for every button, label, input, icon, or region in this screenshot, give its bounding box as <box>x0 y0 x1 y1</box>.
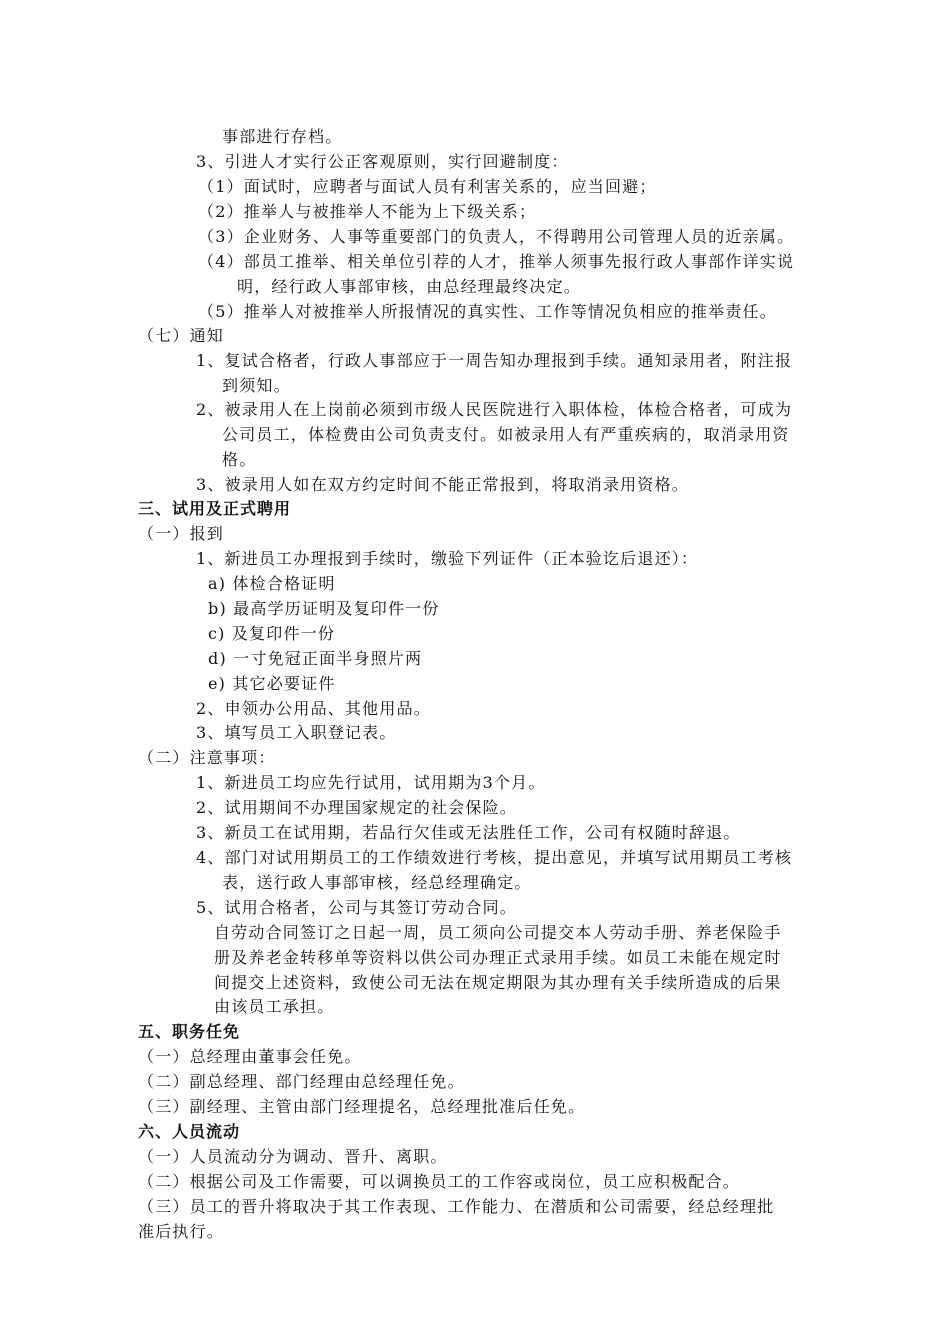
text-line: 2、申领办公用品、其他用品。 <box>196 699 431 718</box>
text-line: （三）员工的晋升将取决于其工作表现、工作能力、在潜质和公司需要，经总经理批 <box>138 1197 775 1216</box>
chapter-heading: 六、人员流动 <box>138 1122 241 1141</box>
list-item: c) 及复印件一份 <box>208 624 336 643</box>
text-line: （一）人员流动分为调动、晋升、离职。 <box>138 1147 448 1166</box>
chapter-heading: 三、试用及正式聘用 <box>138 499 292 518</box>
text-line: 表，送行政人事部审核，经总经理确定。 <box>222 873 532 892</box>
text-line: （4）部员工推举、相关单位引荐的人才，推举人须事先报行政人事部作详实说 <box>198 252 795 271</box>
text-line: 间提交上述资料，致使公司无法在规定期限为其办理有关手续所造成的后果 <box>214 973 782 992</box>
text-line: （1）面试时，应聘者与面试人员有利害关系的，应当回避； <box>198 177 657 196</box>
text-line: （2）推举人与被推举人不能为上下级关系； <box>198 202 537 221</box>
text-line: 3、引进人才实行公正客观原则，实行回避制度： <box>196 152 569 171</box>
text-line: （一）总经理由董事会任免。 <box>138 1047 362 1066</box>
text-line: 准后执行。 <box>138 1222 225 1241</box>
text-line: 3、填写员工入职登记表。 <box>196 723 397 742</box>
list-item: d) 一寸免冠正面半身照片两 <box>208 649 423 668</box>
text-line: （二）根据公司及工作需要，可以调换员工的工作容或岗位，员工应积极配合。 <box>138 1172 741 1191</box>
text-line: 公司员工，体检费由公司负责支付。如被录用人有严重疾病的，取消录用资 <box>222 425 790 444</box>
text-line: 到须知。 <box>222 376 291 395</box>
text-line: 格。 <box>222 450 257 469</box>
text-line: （3）企业财务、人事等重要部门的负责人，不得聘用公司管理人员的近亲属。 <box>198 227 795 246</box>
text-line: 3、被录用人如在双方约定时间不能正常报到，将取消录用资格。 <box>196 475 689 494</box>
text-line: 5、试用合格者，公司与其签订劳动合同。 <box>196 898 517 917</box>
text-line: 2、被录用人在上岗前必须到市级人民医院进行入职体检，体检合格者，可成为 <box>196 400 793 419</box>
section-heading: （七）通知 <box>138 326 225 345</box>
text-line: 1、新进员工办理报到手续时，缴验下列证件（正本验讫后退还）： <box>196 549 699 568</box>
list-item: e) 其它必要证件 <box>208 674 336 693</box>
text-line: 2、试用期间不办理国家规定的社会保险。 <box>196 798 517 817</box>
text-line: 1、复试合格者，行政人事部应于一周告知办理报到手续。通知录用者，附注报 <box>196 351 793 370</box>
text-line: 由该员工承担。 <box>214 997 335 1016</box>
text-line: 明，经行政人事部审核，由总经理最终决定。 <box>237 277 582 296</box>
text-line: 自劳动合同签订之日起一周，员工须向公司提交本人劳动手册、养老保险手 <box>214 923 782 942</box>
text-line: 3、新员工在试用期，若品行欠佳或无法胜任工作，公司有权随时辞退。 <box>196 823 741 842</box>
text-line: （二）副总经理、部门经理由总经理任免。 <box>138 1072 465 1091</box>
section-heading: （二）注意事项： <box>138 748 276 767</box>
list-item: b) 最高学历证明及复印件一份 <box>208 599 440 618</box>
text-line: 4、部门对试用期员工的工作绩效进行考核，提出意见，并填写试用期员工考核 <box>196 848 793 867</box>
list-item: a) 体检合格证明 <box>208 574 336 593</box>
text-line: 事部进行存档。 <box>222 127 343 146</box>
section-heading: （一）报到 <box>138 524 225 543</box>
chapter-heading: 五、职务任免 <box>138 1022 241 1041</box>
text-line: 1、新进员工均应先行试用，试用期为3个月。 <box>196 773 546 792</box>
text-line: （三）副经理、主管由部门经理提名，总经理批准后任免。 <box>138 1097 586 1116</box>
text-line: 册及养老金转移单等资料以供公司办理正式录用手续。如员工未能在规定时 <box>214 948 782 967</box>
text-line: （5）推举人对被推举人所报情况的真实性、工作等情况负相应的推举责任。 <box>198 302 777 321</box>
